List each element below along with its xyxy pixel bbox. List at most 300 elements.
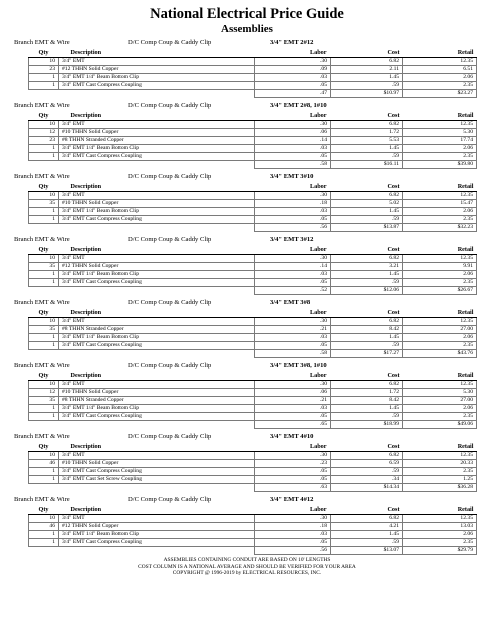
cell-cost: 6.82 <box>331 58 403 66</box>
cell-cost: 6.82 <box>331 192 403 200</box>
column-header-qty: Qty <box>29 371 59 381</box>
assembly-table <box>28 245 477 295</box>
total-cost: $18.99 <box>331 421 403 429</box>
table-row <box>29 326 477 334</box>
cell-desc: 3/4" EMT Cast Set Screw Coupling <box>59 476 255 484</box>
table-row <box>29 216 477 224</box>
cell-desc: 3/4" EMT 1/4" Beam Bottom Clip <box>59 145 255 153</box>
cell-cost: 1.45 <box>331 405 403 413</box>
table-row <box>29 153 477 161</box>
cell-labor: .03 <box>255 271 331 279</box>
cell-retail: 12.35 <box>403 192 477 200</box>
cell-retail: 2.06 <box>403 208 477 216</box>
total-retail: $39.80 <box>403 161 477 169</box>
cell-qty: 23 <box>29 66 59 74</box>
cell-desc: 3/4" EMT <box>59 121 255 129</box>
table-row <box>29 515 477 523</box>
cell-labor: .23 <box>255 460 331 468</box>
cell-cost: .59 <box>331 468 403 476</box>
cell-cost: 1.45 <box>331 531 403 539</box>
section-category: Branch EMT & Wire <box>14 433 70 440</box>
cell-cost: 6.82 <box>331 318 403 326</box>
cell-cost: 8.42 <box>331 326 403 334</box>
table-total-row <box>29 484 477 492</box>
cell-qty: 1 <box>29 271 59 279</box>
cell-cost: 6.82 <box>331 515 403 523</box>
section-header <box>14 234 480 245</box>
table-header-row <box>29 245 477 255</box>
section-category: Branch EMT & Wire <box>14 362 70 369</box>
cell-retail: 9.91 <box>403 263 477 271</box>
table-row <box>29 334 477 342</box>
cell-retail: 17.74 <box>403 137 477 145</box>
page-subtitle: Assemblies <box>221 23 273 35</box>
cell-desc: #8 THHN Stranded Copper <box>59 137 255 145</box>
column-header-retail: Retail <box>403 505 477 515</box>
section-assembly-name: 3/4" EMT 3#12 <box>270 236 314 243</box>
column-header-cost: Cost <box>331 48 403 58</box>
table-row <box>29 539 477 547</box>
column-header-qty: Qty <box>29 182 59 192</box>
table-row <box>29 129 477 137</box>
cell-labor: .05 <box>255 468 331 476</box>
section-header <box>14 100 480 111</box>
footer-line-cost: COST COLUMN IS A NATIONAL AVERAGE AND SHOULD BE VERIFIED FOR YOUR AREA <box>138 563 356 570</box>
cell-labor: .05 <box>255 476 331 484</box>
table-row <box>29 192 477 200</box>
cell-cost: 5.02 <box>331 200 403 208</box>
cell-qty: 10 <box>29 121 59 129</box>
cell-retail: 20.33 <box>403 460 477 468</box>
cell-qty: 1 <box>29 476 59 484</box>
cell-labor: .05 <box>255 413 331 421</box>
section-header <box>14 494 480 505</box>
section-subcategory: D/C Comp Coup & Caddy Clip <box>128 299 212 306</box>
cell-cost: 1.45 <box>331 208 403 216</box>
cell-cost: 4.21 <box>331 523 403 531</box>
column-header-desc: Description <box>59 182 255 192</box>
column-header-desc: Description <box>59 442 255 452</box>
cell-qty: 46 <box>29 523 59 531</box>
section-subcategory: D/C Comp Coup & Caddy Clip <box>128 433 212 440</box>
column-header-cost: Cost <box>331 505 403 515</box>
total-retail: $23.27 <box>403 90 477 98</box>
cell-labor: .03 <box>255 74 331 82</box>
section-category: Branch EMT & Wire <box>14 39 70 46</box>
total-labor: .65 <box>255 421 331 429</box>
cell-retail: 2.35 <box>403 153 477 161</box>
cell-desc: #12 THHN Solid Copper <box>59 66 255 74</box>
section-subcategory: D/C Comp Coup & Caddy Clip <box>128 362 212 369</box>
cell-labor: .30 <box>255 452 331 460</box>
cell-desc: 3/4" EMT <box>59 58 255 66</box>
column-header-desc: Description <box>59 245 255 255</box>
cell-qty: 1 <box>29 334 59 342</box>
section-header <box>14 431 480 442</box>
total-cost: $10.97 <box>331 90 403 98</box>
cell-cost: 2.11 <box>331 66 403 74</box>
cell-retail: 12.35 <box>403 452 477 460</box>
cell-retail: 2.06 <box>403 145 477 153</box>
section-category: Branch EMT & Wire <box>14 102 70 109</box>
section-category: Branch EMT & Wire <box>14 299 70 306</box>
table-row <box>29 531 477 539</box>
section-assembly-name: 3/4" EMT 2#12 <box>270 39 314 46</box>
cell-desc: 3/4" EMT Cast Compress Coupling <box>59 539 255 547</box>
cell-retail: 2.35 <box>403 82 477 90</box>
cell-cost: 6.82 <box>331 255 403 263</box>
table-total-row <box>29 421 477 429</box>
cell-labor: .30 <box>255 381 331 389</box>
total-cost: $13.07 <box>331 547 403 555</box>
table-row <box>29 523 477 531</box>
section-assembly-name: 3/4" EMT 4#10 <box>270 433 314 440</box>
column-header-retail: Retail <box>403 182 477 192</box>
column-header-qty: Qty <box>29 111 59 121</box>
total-retail: $36.28 <box>403 484 477 492</box>
section-subcategory: D/C Comp Coup & Caddy Clip <box>128 236 212 243</box>
column-header-qty: Qty <box>29 505 59 515</box>
assembly-sections <box>14 37 480 555</box>
cell-retail: 27.00 <box>403 326 477 334</box>
column-header-cost: Cost <box>331 111 403 121</box>
total-retail: $49.06 <box>403 421 477 429</box>
cell-desc: 3/4" EMT <box>59 452 255 460</box>
cell-retail: 2.06 <box>403 334 477 342</box>
cell-desc: #8 THHN Stranded Copper <box>59 326 255 334</box>
column-header-labor: Labor <box>255 505 331 515</box>
assembly-table <box>28 442 477 492</box>
cell-qty: 1 <box>29 279 59 287</box>
cell-qty: 1 <box>29 468 59 476</box>
column-header-desc: Description <box>59 111 255 121</box>
cell-qty: 10 <box>29 381 59 389</box>
table-header-row <box>29 308 477 318</box>
cell-cost: 1.45 <box>331 145 403 153</box>
cell-desc: 3/4" EMT <box>59 255 255 263</box>
section-assembly-name: 3/4" EMT 3#10 <box>270 173 314 180</box>
cell-desc: #10 THHN Solid Copper <box>59 460 255 468</box>
section-subcategory: D/C Comp Coup & Caddy Clip <box>128 102 212 109</box>
assembly-section <box>14 431 480 492</box>
page-title: National Electrical Price Guide <box>150 6 344 22</box>
cell-labor: .03 <box>255 208 331 216</box>
cell-desc: #12 THHN Solid Copper <box>59 523 255 531</box>
column-header-labor: Labor <box>255 308 331 318</box>
cell-labor: .03 <box>255 145 331 153</box>
cell-labor: .30 <box>255 192 331 200</box>
table-row <box>29 405 477 413</box>
cell-cost: .59 <box>331 413 403 421</box>
total-cost: $13.87 <box>331 224 403 232</box>
table-total-row <box>29 350 477 358</box>
cell-qty: 12 <box>29 129 59 137</box>
table-row <box>29 452 477 460</box>
cell-desc: 3/4" EMT <box>59 318 255 326</box>
total-labor: .47 <box>255 90 331 98</box>
cell-retail: 2.06 <box>403 531 477 539</box>
cell-qty: 1 <box>29 82 59 90</box>
table-row <box>29 342 477 350</box>
assembly-section <box>14 100 480 169</box>
total-retail: $32.23 <box>403 224 477 232</box>
cell-qty: 1 <box>29 342 59 350</box>
table-row <box>29 145 477 153</box>
table-total-row <box>29 287 477 295</box>
cell-desc: #12 THHN Solid Copper <box>59 263 255 271</box>
cell-labor: .06 <box>255 129 331 137</box>
cell-desc: 3/4" EMT Cast Compress Coupling <box>59 468 255 476</box>
cell-qty: 1 <box>29 539 59 547</box>
total-labor: .56 <box>255 547 331 555</box>
cell-desc: 3/4" EMT 1/4" Beam Bottom Clip <box>59 271 255 279</box>
column-header-cost: Cost <box>331 308 403 318</box>
cell-retail: 2.35 <box>403 468 477 476</box>
cell-desc: 3/4" EMT 1/4" Beam Bottom Clip <box>59 334 255 342</box>
cell-desc: 3/4" EMT <box>59 381 255 389</box>
table-row <box>29 255 477 263</box>
assembly-table <box>28 48 477 98</box>
cell-qty: 12 <box>29 389 59 397</box>
table-total-row <box>29 161 477 169</box>
column-header-cost: Cost <box>331 182 403 192</box>
section-header <box>14 37 480 48</box>
cell-cost: 6.82 <box>331 452 403 460</box>
cell-qty: 35 <box>29 200 59 208</box>
cell-cost: 1.72 <box>331 129 403 137</box>
cell-retail: 2.35 <box>403 539 477 547</box>
cell-labor: .18 <box>255 200 331 208</box>
cell-qty: 1 <box>29 145 59 153</box>
total-cost: $14.34 <box>331 484 403 492</box>
cell-desc: #10 THHN Solid Copper <box>59 389 255 397</box>
cell-labor: .05 <box>255 153 331 161</box>
section-assembly-name: 3/4" EMT 3#8 <box>270 299 311 306</box>
column-header-retail: Retail <box>403 371 477 381</box>
total-labor: .63 <box>255 484 331 492</box>
assembly-table <box>28 182 477 232</box>
cell-desc: 3/4" EMT Cast Compress Coupling <box>59 279 255 287</box>
cell-labor: .30 <box>255 318 331 326</box>
cell-qty: 10 <box>29 318 59 326</box>
cell-retail: 1.25 <box>403 476 477 484</box>
cell-labor: .14 <box>255 263 331 271</box>
cell-desc: 3/4" EMT 1/4" Beam Bottom Clip <box>59 208 255 216</box>
footer-line-conduit: ASSEMBLIES CONTAINING CONDUIT ARE BASED ON 10' LENGTHS <box>163 557 331 563</box>
cell-qty: 1 <box>29 405 59 413</box>
section-category: Branch EMT & Wire <box>14 496 70 503</box>
cell-qty: 23 <box>29 137 59 145</box>
cell-qty: 1 <box>29 531 59 539</box>
assembly-section <box>14 297 480 358</box>
cell-cost: 6.82 <box>331 121 403 129</box>
table-header-row <box>29 442 477 452</box>
assembly-table <box>28 111 477 169</box>
cell-cost: 5.53 <box>331 137 403 145</box>
cell-desc: 3/4" EMT Cast Compress Coupling <box>59 413 255 421</box>
cell-retail: 12.35 <box>403 58 477 66</box>
cell-labor: .30 <box>255 515 331 523</box>
section-header <box>14 360 480 371</box>
footer-notes <box>14 557 480 577</box>
cell-qty: 1 <box>29 413 59 421</box>
cell-desc: #10 THHN Solid Copper <box>59 200 255 208</box>
cell-retail: 12.35 <box>403 381 477 389</box>
section-assembly-name: 3/4" EMT 2#8, 1#10 <box>270 102 327 109</box>
column-header-cost: Cost <box>331 371 403 381</box>
cell-desc: 3/4" EMT 1/4" Beam Bottom Clip <box>59 405 255 413</box>
cell-cost: .59 <box>331 216 403 224</box>
table-row <box>29 381 477 389</box>
column-header-qty: Qty <box>29 48 59 58</box>
section-header <box>14 171 480 182</box>
cell-cost: 8.42 <box>331 397 403 405</box>
section-header <box>14 297 480 308</box>
cell-labor: .21 <box>255 397 331 405</box>
column-header-labor: Labor <box>255 245 331 255</box>
assembly-section <box>14 360 480 429</box>
cell-cost: 1.45 <box>331 334 403 342</box>
cell-desc: 3/4" EMT 1/4" Beam Bottom Clip <box>59 531 255 539</box>
cell-cost: .59 <box>331 539 403 547</box>
cell-retail: 2.06 <box>403 271 477 279</box>
cell-qty: 35 <box>29 326 59 334</box>
table-row <box>29 121 477 129</box>
cell-qty: 35 <box>29 397 59 405</box>
table-total-row <box>29 547 477 555</box>
cell-cost: .59 <box>331 342 403 350</box>
cell-retail: 13.03 <box>403 523 477 531</box>
table-row <box>29 208 477 216</box>
cell-retail: 12.35 <box>403 515 477 523</box>
assembly-section <box>14 494 480 555</box>
table-row <box>29 66 477 74</box>
column-header-retail: Retail <box>403 48 477 58</box>
cell-retail: 27.00 <box>403 397 477 405</box>
cell-labor: .30 <box>255 255 331 263</box>
section-category: Branch EMT & Wire <box>14 173 70 180</box>
column-header-labor: Labor <box>255 442 331 452</box>
cell-qty: 1 <box>29 216 59 224</box>
cell-cost: 6.82 <box>331 381 403 389</box>
cell-labor: .18 <box>255 523 331 531</box>
column-header-qty: Qty <box>29 245 59 255</box>
cell-labor: .21 <box>255 326 331 334</box>
cell-retail: 2.35 <box>403 342 477 350</box>
cell-retail: 15.47 <box>403 200 477 208</box>
cell-qty: 35 <box>29 263 59 271</box>
table-row <box>29 74 477 82</box>
section-subcategory: D/C Comp Coup & Caddy Clip <box>128 496 212 503</box>
table-row <box>29 468 477 476</box>
cell-labor: .30 <box>255 58 331 66</box>
total-retail: $29.79 <box>403 547 477 555</box>
cell-qty: 1 <box>29 153 59 161</box>
cell-cost: .59 <box>331 279 403 287</box>
column-header-cost: Cost <box>331 442 403 452</box>
total-cost: $12.06 <box>331 287 403 295</box>
section-subcategory: D/C Comp Coup & Caddy Clip <box>128 173 212 180</box>
assembly-section <box>14 37 480 98</box>
table-header-row <box>29 48 477 58</box>
cell-qty: 10 <box>29 452 59 460</box>
table-row <box>29 389 477 397</box>
cell-qty: 10 <box>29 58 59 66</box>
table-header-row <box>29 371 477 381</box>
table-row <box>29 279 477 287</box>
cell-labor: .05 <box>255 279 331 287</box>
cell-retail: 2.35 <box>403 413 477 421</box>
total-labor: .58 <box>255 161 331 169</box>
column-header-labor: Labor <box>255 371 331 381</box>
section-subcategory: D/C Comp Coup & Caddy Clip <box>128 39 212 46</box>
footer-line-copyright: COPYRIGHT @ 1996-2019 by ELECTRICAL RESOURCES, INC. <box>172 570 322 577</box>
cell-qty: 46 <box>29 460 59 468</box>
cell-cost: 1.45 <box>331 74 403 82</box>
table-header-row <box>29 182 477 192</box>
table-header-row <box>29 505 477 515</box>
total-retail: $43.76 <box>403 350 477 358</box>
cell-qty: 10 <box>29 192 59 200</box>
table-row <box>29 263 477 271</box>
cell-retail: 12.35 <box>403 318 477 326</box>
section-category: Branch EMT & Wire <box>14 236 70 243</box>
cell-qty: 10 <box>29 515 59 523</box>
table-total-row <box>29 224 477 232</box>
table-row <box>29 271 477 279</box>
cell-labor: .03 <box>255 531 331 539</box>
column-header-qty: Qty <box>29 442 59 452</box>
cell-cost: .59 <box>331 82 403 90</box>
table-row <box>29 58 477 66</box>
section-assembly-name: 3/4" EMT 3#8, 1#10 <box>270 362 327 369</box>
cell-cost: .59 <box>331 153 403 161</box>
cell-retail: 2.35 <box>403 216 477 224</box>
assembly-table <box>28 371 477 429</box>
column-header-desc: Description <box>59 48 255 58</box>
cell-labor: .03 <box>255 405 331 413</box>
table-total-row <box>29 90 477 98</box>
cell-labor: .03 <box>255 334 331 342</box>
column-header-retail: Retail <box>403 111 477 121</box>
column-header-qty: Qty <box>29 308 59 318</box>
column-header-desc: Description <box>59 371 255 381</box>
total-labor: .58 <box>255 350 331 358</box>
cell-labor: .09 <box>255 66 331 74</box>
table-header-row <box>29 111 477 121</box>
table-row <box>29 318 477 326</box>
column-header-retail: Retail <box>403 442 477 452</box>
column-header-cost: Cost <box>331 245 403 255</box>
column-header-retail: Retail <box>403 245 477 255</box>
assembly-table <box>28 308 477 358</box>
cell-labor: .05 <box>255 342 331 350</box>
assembly-section <box>14 171 480 232</box>
section-assembly-name: 3/4" EMT 4#12 <box>270 496 314 503</box>
cell-retail: 5.30 <box>403 129 477 137</box>
total-cost: $16.11 <box>331 161 403 169</box>
cell-qty: 1 <box>29 74 59 82</box>
cell-labor: .05 <box>255 539 331 547</box>
total-retail: $26.67 <box>403 287 477 295</box>
cell-desc: #8 THHN Stranded Copper <box>59 397 255 405</box>
cell-cost: 1.45 <box>331 271 403 279</box>
table-row <box>29 476 477 484</box>
cell-desc: #10 THHN Solid Copper <box>59 129 255 137</box>
cell-cost: 6.59 <box>331 460 403 468</box>
cell-labor: .06 <box>255 389 331 397</box>
cell-cost: 1.72 <box>331 389 403 397</box>
